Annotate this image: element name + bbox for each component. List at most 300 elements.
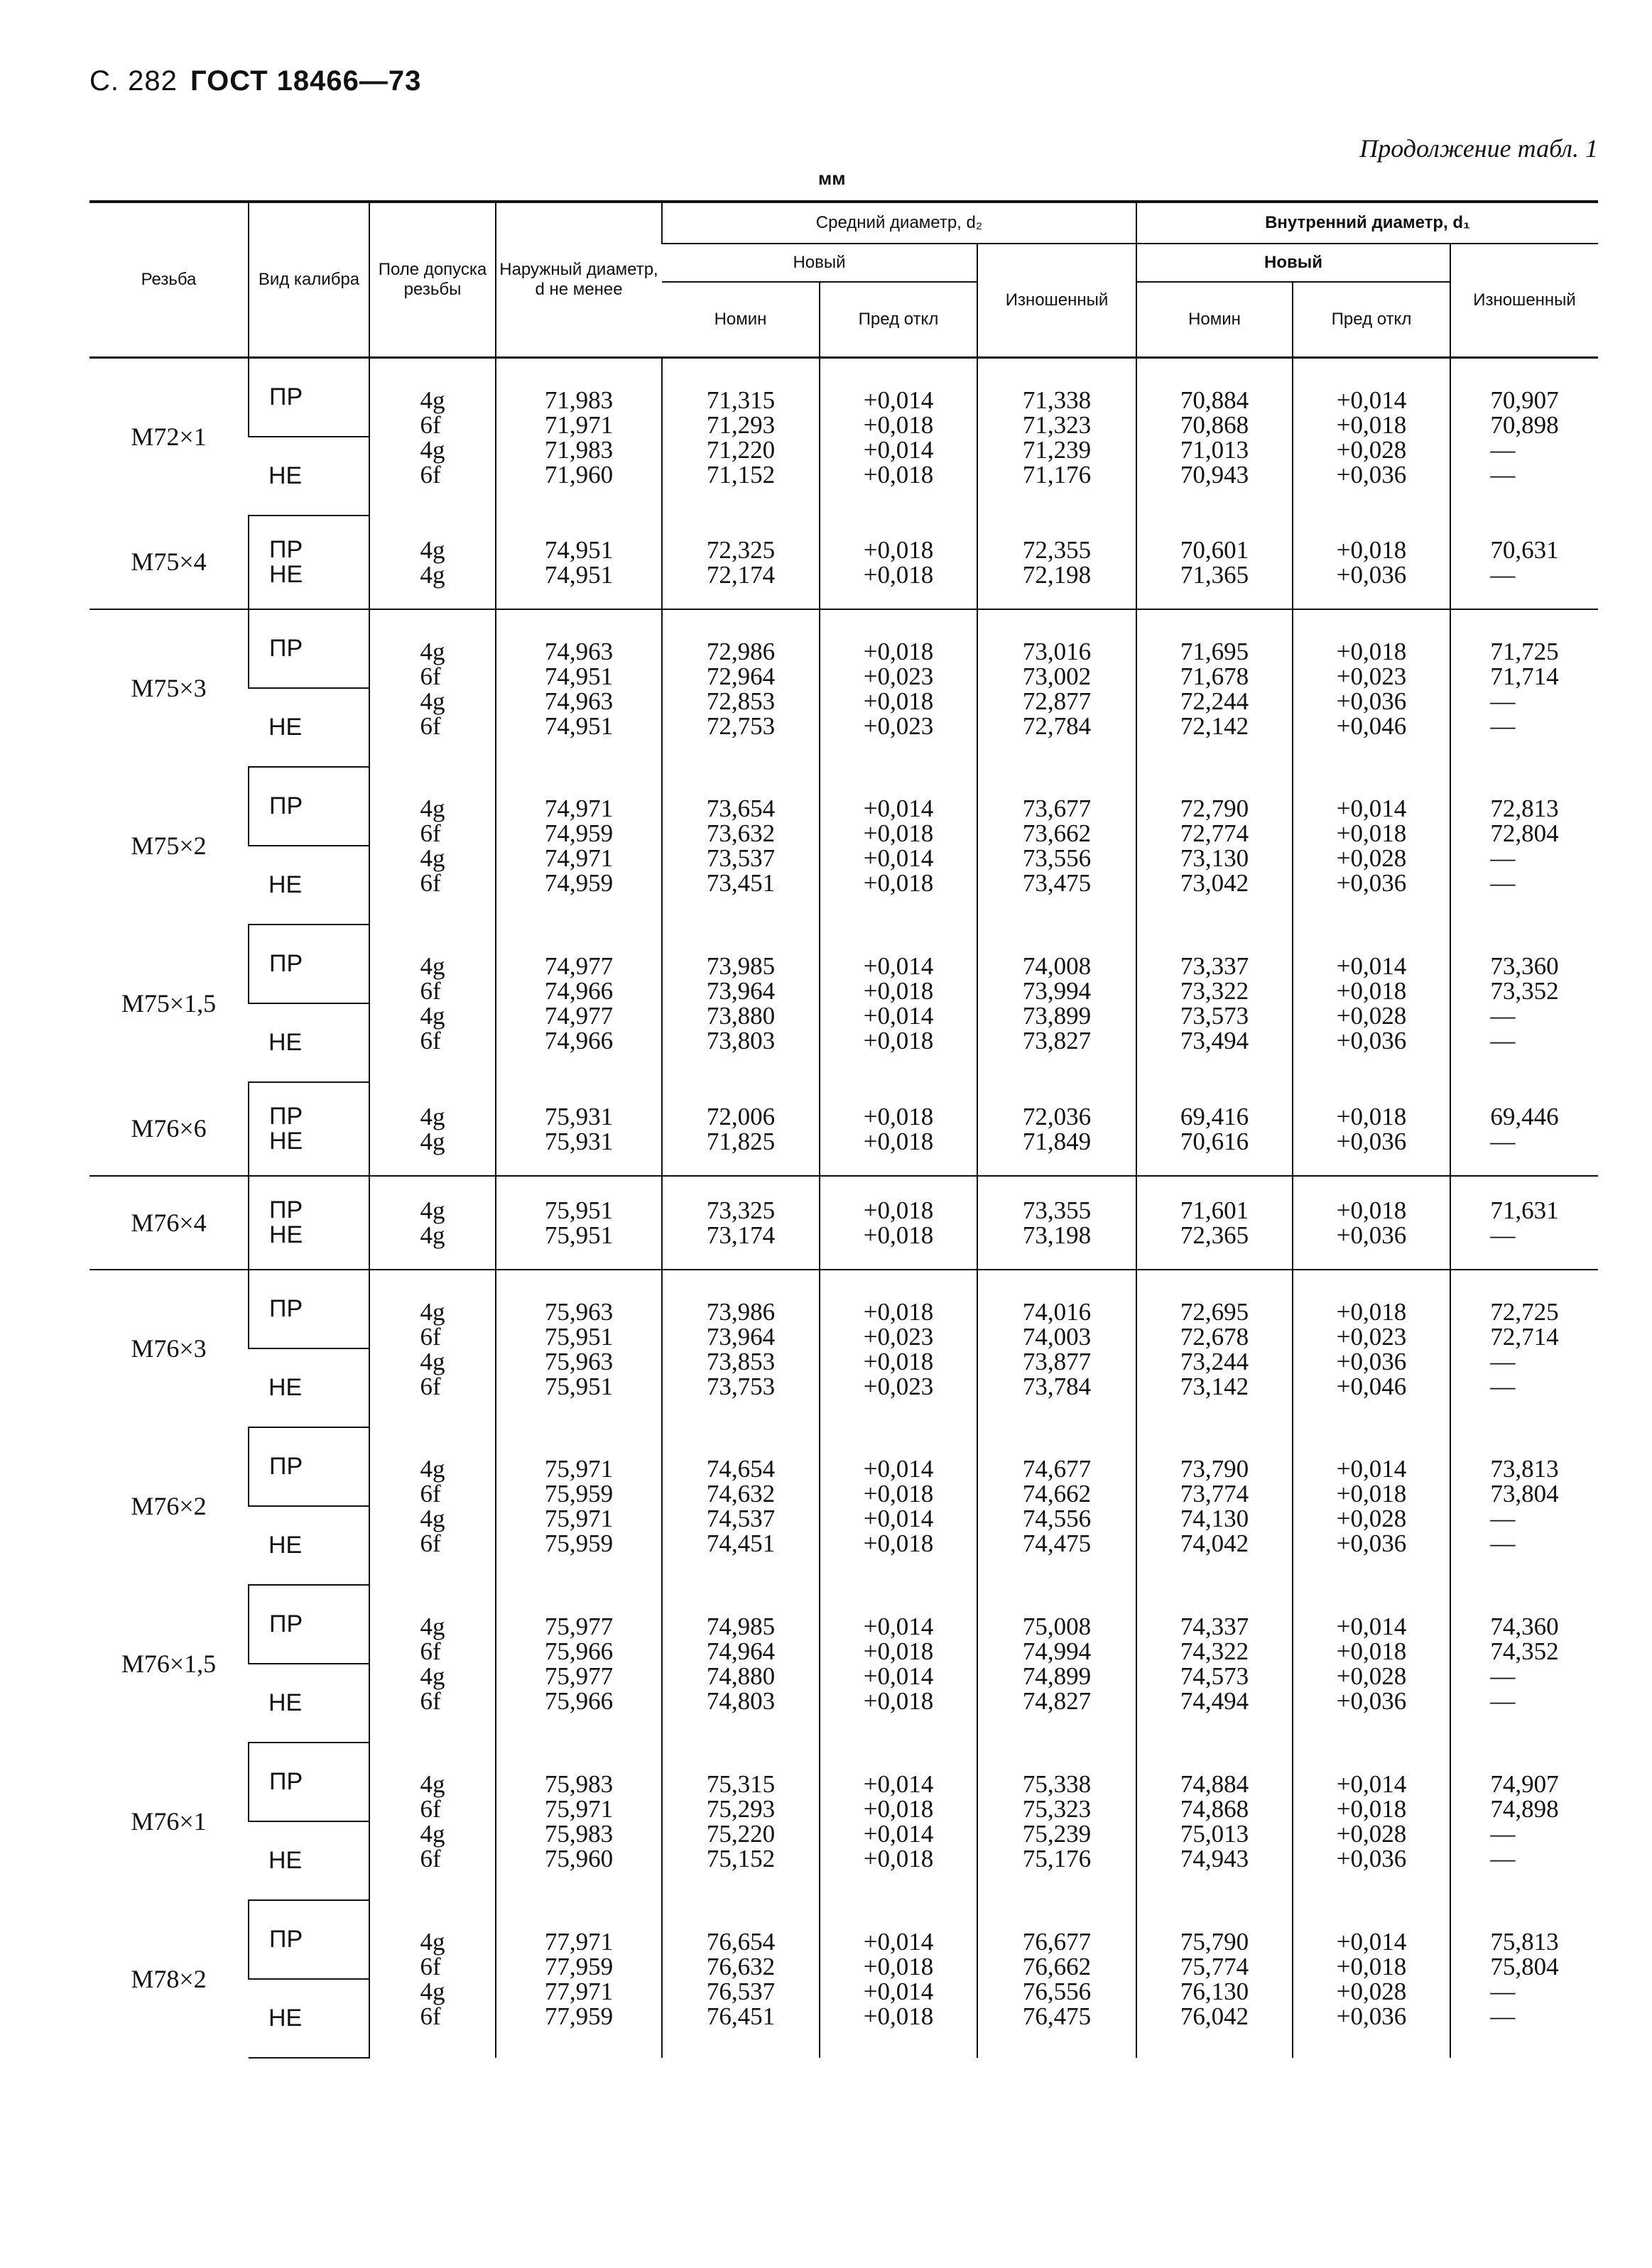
table-cell: +0,018 [863,1480,934,1508]
table-cell: 72,325 [706,535,776,564]
gauge-kind-nogo: НЕ [249,1821,369,1900]
value-stack [420,1198,445,1248]
table-cell: 4g [420,1196,445,1224]
table-cell: +0,036 [1336,1221,1407,1249]
table-cell: 73,964 [706,1322,776,1351]
thread-designation: М75×4 [89,516,249,609]
inner-deviation-values [1293,1743,1450,1900]
table-row [89,767,1598,846]
table-cell: 75,963 [544,1347,614,1375]
table-cell: +0,018 [863,819,934,847]
table-cell: 4g [420,1770,445,1798]
thread-designation: М75×2 [131,831,207,860]
table-cell: — [1490,1027,1516,1054]
table-cell: 4g [420,435,445,464]
inner-nominal-values [1136,1082,1293,1176]
tolerance-values [369,1743,496,1900]
value-stack [1337,388,1407,487]
table-cell: 75,931 [544,1102,614,1130]
header-inner-deviation: Пред откл [1293,282,1450,358]
table-cell: 77,959 [544,1953,614,1980]
inner-worn-values [1450,1427,1598,1585]
gauge-dimensions-table [89,200,1598,2059]
table-cell: 71,825 [706,1127,776,1155]
table-cell: 77,971 [544,1978,614,2005]
table-cell: 71,365 [1180,560,1249,589]
value-stack [864,1456,934,1556]
gauge-kind-stack [269,1104,303,1154]
table-cell: +0,018 [863,1221,934,1249]
value-stack [864,639,934,738]
table-cell: 73,337 [1180,952,1249,980]
value-stack [707,796,775,895]
table-cell: +0,014 [863,1820,934,1848]
table-cell: — [1490,1347,1516,1375]
table-cell: 74,360 [1490,1613,1559,1640]
value-stack [1023,954,1091,1053]
thread-designation: М76×2 [131,1491,207,1520]
value-stack [1337,1456,1407,1556]
table-cell: 71,960 [544,460,614,489]
outer-diameter-values [496,609,662,767]
value-stack [864,388,934,487]
thread-designation: М72×1 [131,422,207,451]
value-stack [1337,639,1407,738]
table-cell: 73,994 [1022,977,1092,1005]
table-cell: +0,014 [863,844,934,872]
table-cell: +0,023 [863,1322,934,1351]
table-cell: 4g [420,1102,445,1130]
table-cell: — [1490,1127,1516,1155]
table-cell: 72,804 [1490,819,1559,847]
table-cell: 73,985 [706,952,776,980]
table-cell: 72,244 [1180,687,1249,715]
table-cell: 73,142 [1180,1372,1249,1400]
gauge-kind-stack [269,1198,303,1248]
table-cell: — [1490,687,1516,715]
table-cell: 73,494 [1180,1027,1249,1054]
table-cell: 74,475 [1022,1530,1092,1557]
table-cell: 74,899 [1022,1662,1092,1690]
value-stack [420,954,445,1053]
table-cell: 74,966 [544,977,614,1005]
table-cell: 75,220 [706,1820,776,1848]
table-cell: +0,014 [863,1455,934,1483]
outer-diameter-values [496,1427,662,1585]
pitch-nominal-values [662,1427,820,1585]
table-cell: 74,337 [1180,1613,1249,1640]
table-cell: +0,023 [1336,1322,1407,1351]
table-cell: +0,014 [863,386,934,414]
pitch-nominal-values [662,1082,820,1176]
table-cell: +0,018 [863,1127,934,1155]
table-cell: 74,042 [1180,1530,1249,1557]
table-cell: 75,966 [544,1637,614,1665]
standard-number: ГОСТ 18466—73 [190,65,422,97]
pitch-worn-values [977,1585,1136,1743]
table-cell: +0,018 [863,977,934,1005]
gauge-kind-nogo: НЕ [249,1003,369,1082]
table-cell: +0,028 [1336,1505,1407,1532]
tolerance-values [369,767,496,925]
table-cell: 73,355 [1022,1196,1092,1224]
gauge-kind: ПР [269,1196,303,1223]
table-cell: 6f [420,977,441,1005]
table-cell: +0,018 [863,410,934,439]
table-cell: 75,971 [544,1455,614,1483]
pitch-worn-values [977,767,1136,925]
table-cell: +0,028 [1336,435,1407,464]
table-cell: 75,813 [1490,1928,1559,1956]
pitch-worn-values [977,609,1136,767]
table-cell: 4g [420,637,445,665]
pitch-deviation-values [820,767,977,925]
value-stack [1180,1198,1249,1248]
tolerance-values [369,925,496,1082]
inner-worn-values [1450,516,1598,609]
inner-deviation-values [1293,1900,1450,2058]
table-cell: 74,977 [544,952,614,980]
table-cell: 75,971 [544,1505,614,1532]
table-cell: 73,352 [1490,977,1559,1005]
value-stack [707,954,775,1053]
table-cell: 72,355 [1022,535,1092,564]
value-stack [864,1929,934,2029]
header-pitch-deviation: Пред откл [820,282,977,358]
gauge-kind-go: ПР [249,1427,369,1506]
table-cell: +0,014 [1336,1928,1407,1956]
gauge-kind-go: ПР [249,767,369,846]
value-stack [420,388,445,487]
table-row [89,925,1598,1003]
pitch-deviation-values [820,1585,977,1743]
inner-worn-values [1450,609,1598,767]
gauge-kind-nogo: НЕ [249,1979,369,2058]
table-cell: +0,018 [1336,1102,1407,1130]
table-cell: +0,036 [1336,1347,1407,1375]
table-cell: 74,966 [544,1027,614,1054]
table-cell: 74,951 [544,712,614,740]
table-cell: 6f [420,819,441,847]
thread-designation: М76×3 [131,1334,207,1363]
value-stack [1490,954,1558,1053]
table-cell: 74,959 [544,869,614,897]
table-cell: 73,174 [706,1221,776,1249]
table-cell: +0,014 [1336,952,1407,980]
inner-deviation-values [1293,1082,1450,1176]
table-cell: 76,677 [1022,1928,1092,1956]
table-cell: 76,451 [706,2002,776,2030]
thread-designation: М75×3 [131,674,207,702]
gauge-kind-go: ПР [249,925,369,1003]
gauge-kind-go: ПР [249,358,369,437]
value-stack [545,639,613,738]
table-cell: 72,036 [1022,1102,1092,1130]
table-cell: 6f [420,460,441,489]
table-cell: 4g [420,1127,445,1155]
value-stack [1023,1614,1091,1713]
table-cell: 71,695 [1180,637,1249,665]
table-cell: 74,884 [1180,1770,1249,1798]
table-cell: 4g [420,952,445,980]
value-stack [864,954,934,1053]
header-inner-diameter: Внутренний диаметр, d₁ [1136,202,1598,244]
table-cell: +0,014 [863,1002,934,1030]
table-cell: +0,036 [1336,1027,1407,1054]
table-row [89,1082,1598,1176]
table-cell: 75,951 [544,1322,614,1351]
table-cell: 72,964 [706,662,776,690]
table-cell: — [1490,435,1516,464]
tolerance-values [369,1585,496,1743]
table-cell: 71,601 [1180,1196,1249,1224]
outer-diameter-values [496,1176,662,1270]
table-cell: +0,018 [1336,1795,1407,1823]
table-cell: 72,174 [706,560,776,589]
inner-worn-values [1450,358,1598,516]
table-cell: 6f [420,1687,441,1715]
table-row [89,358,1598,437]
table-cell: +0,018 [1336,410,1407,439]
inner-worn-values [1450,1270,1598,1427]
table-cell: 71,725 [1490,637,1559,665]
table-cell: 74,003 [1022,1322,1092,1351]
table-cell: 74,951 [544,560,614,589]
pitch-worn-values [977,358,1136,516]
value-stack [545,1929,613,2029]
table-cell: +0,018 [1336,977,1407,1005]
inner-deviation-values [1293,1270,1450,1427]
table-cell: 74,322 [1180,1637,1249,1665]
table-cell: 6f [420,1322,441,1351]
table-cell: 4g [420,1297,445,1326]
value-stack [864,1104,934,1154]
pitch-nominal-values [662,1900,820,2058]
outer-diameter-values [496,925,662,1082]
value-stack [1180,1299,1249,1399]
inner-deviation-values [1293,1427,1450,1585]
table-cell: +0,018 [863,1297,934,1326]
table-cell: 73,804 [1490,1480,1559,1508]
value-stack [420,796,445,895]
outer-diameter-values [496,358,662,516]
table-cell: 4g [420,1505,445,1532]
table-cell: 71,220 [706,435,776,464]
pitch-deviation-values [820,925,977,1082]
value-stack [545,388,613,487]
table-cell: 72,725 [1490,1297,1559,1326]
outer-diameter-values [496,1743,662,1900]
tolerance-values [369,516,496,609]
table-cell: 73,827 [1022,1027,1092,1054]
value-stack [545,1299,613,1399]
table-cell: 4g [420,1662,445,1690]
table-cell: 74,803 [706,1687,776,1715]
table-cell: 70,898 [1490,410,1559,439]
value-stack [1490,1104,1558,1154]
header-inner-new: Новый [1136,244,1450,282]
table-cell: 72,714 [1490,1322,1559,1351]
table-cell: 73,016 [1022,637,1092,665]
value-stack [707,1104,775,1154]
table-cell: +0,023 [863,1372,934,1400]
value-stack [1180,1929,1249,2029]
table-cell: 76,042 [1180,2002,1249,2030]
value-stack [420,1299,445,1399]
table-cell: 72,877 [1022,687,1092,715]
inner-nominal-values [1136,1427,1293,1585]
table-cell: 71,315 [706,386,776,414]
table-cell: 74,632 [706,1480,776,1508]
table-cell: 70,907 [1490,386,1559,414]
inner-nominal-values [1136,516,1293,609]
table-cell: — [1490,1505,1516,1532]
tolerance-values [369,1427,496,1585]
table-cell: 73,790 [1180,1455,1249,1483]
page-number: С. 282 [89,65,178,97]
table-cell: +0,018 [863,2002,934,2030]
pitch-nominal-values [662,767,820,925]
table-cell: 75,959 [544,1480,614,1508]
table-cell: 4g [420,1613,445,1640]
value-stack [1490,1299,1558,1399]
table-cell: 76,130 [1180,1978,1249,2005]
inner-nominal-values [1136,1270,1293,1427]
table-cell: 74,977 [544,1002,614,1030]
table-cell: 75,239 [1022,1820,1092,1848]
pitch-deviation-values [820,516,977,609]
table-cell: +0,036 [1336,460,1407,489]
table-cell: +0,018 [1336,535,1407,564]
gauge-kind-go: ПР [249,1270,369,1348]
table-cell: 73,537 [706,844,776,872]
table-cell: 74,868 [1180,1795,1249,1823]
table-cell: 6f [420,1372,441,1400]
pitch-worn-values [977,516,1136,609]
table-cell: +0,018 [863,687,934,715]
table-row [89,1270,1598,1348]
table-cell: 75,804 [1490,1953,1559,1980]
value-stack [1023,1198,1091,1248]
table-cell: — [1490,560,1516,589]
pitch-deviation-values [820,1082,977,1176]
table-cell: +0,036 [1336,1530,1407,1557]
table-cell: 71,293 [706,410,776,439]
table-cell: 6f [420,1027,441,1054]
table-cell: 6f [420,1480,441,1508]
table-cell: 4g [420,1928,445,1956]
inner-nominal-values [1136,1743,1293,1900]
table-cell: +0,018 [863,1687,934,1715]
table-cell: 73,002 [1022,662,1092,690]
inner-deviation-values [1293,609,1450,767]
value-stack [1490,1198,1558,1248]
gauge-kind-nogo: НЕ [249,437,369,516]
inner-deviation-values [1293,516,1450,609]
tolerance-values [369,1082,496,1176]
table-cell: 6f [420,1953,441,1980]
table-cell: — [1490,869,1516,897]
value-stack [1336,535,1407,589]
inner-deviation-values [1293,358,1450,516]
table-cell: +0,014 [863,1770,934,1798]
table-cell: 73,325 [706,1196,776,1224]
table-cell: +0,036 [1336,1687,1407,1715]
table-cell: 69,416 [1180,1102,1249,1130]
table-cell: 72,678 [1180,1322,1249,1351]
unit-label: мм [818,168,846,189]
gauge-kind-go: ПР [249,1900,369,1979]
table-cell: +0,018 [863,1530,934,1557]
value-stack [1023,1104,1091,1154]
gauge-kind-nogo: НЕ [249,688,369,767]
table-cell: 71,239 [1022,435,1092,464]
pitch-worn-values [977,1176,1136,1270]
table-cell: 76,632 [706,1953,776,1980]
table-cell: 76,537 [706,1978,776,2005]
value-stack [707,639,775,738]
table-header [89,202,1598,358]
value-stack [1337,1299,1407,1399]
header-gauge-type: Вид калибра [249,202,369,358]
table-cell: — [1490,460,1516,489]
inner-worn-values [1450,767,1598,925]
table-cell: +0,014 [863,1978,934,2005]
table-cell: 71,971 [544,410,614,439]
table-cell: +0,028 [1336,1002,1407,1030]
value-stack [864,796,934,895]
value-stack [1023,1456,1091,1556]
table-cell: +0,046 [1336,1372,1407,1400]
value-stack [1490,1456,1558,1556]
table-cell: 74,907 [1490,1770,1559,1798]
value-stack [864,1614,934,1713]
value-stack [707,1198,775,1248]
table-cell: 72,365 [1180,1221,1249,1249]
table-cell: 76,662 [1022,1953,1092,1980]
gauge-kind-nogo: НЕ [249,1348,369,1427]
table-cell: — [1490,1978,1516,2005]
table-cell: 74,008 [1022,952,1092,980]
table-cell: 73,877 [1022,1347,1092,1375]
value-stack [706,535,776,589]
inner-worn-values [1450,1585,1598,1743]
value-stack [1180,535,1249,589]
inner-nominal-values [1136,767,1293,925]
table-cell: +0,036 [1336,2002,1407,2030]
table-cell: 4g [420,560,445,589]
value-stack [863,535,934,589]
inner-nominal-values [1136,925,1293,1082]
table-cell: +0,036 [1336,560,1407,589]
table-cell: 75,008 [1022,1613,1092,1640]
table-cell: 71,323 [1022,410,1092,439]
table-cell: +0,023 [863,662,934,690]
table-cell: +0,014 [1336,386,1407,414]
table-cell: 73,632 [706,819,776,847]
table-cell: +0,018 [863,869,934,897]
table-cell: — [1490,1530,1516,1557]
table-cell: 70,601 [1180,535,1249,564]
table-cell: 6f [420,1845,441,1872]
table-cell: — [1490,712,1516,740]
table-cell: +0,036 [1336,1845,1407,1872]
table-cell: 71,983 [544,386,614,414]
table-cell: 75,960 [544,1845,614,1872]
value-stack [1490,1929,1558,2029]
table-cell: 75,323 [1022,1795,1092,1823]
table-cell: 74,130 [1180,1505,1249,1532]
